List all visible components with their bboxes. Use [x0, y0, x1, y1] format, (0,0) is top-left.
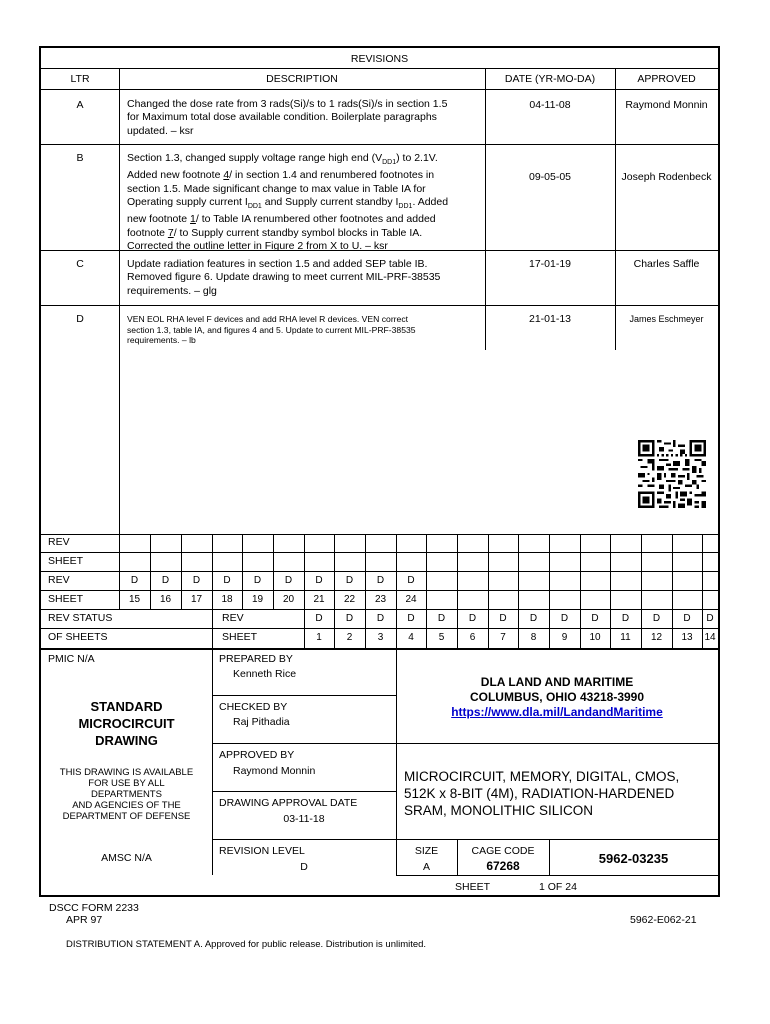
rev-date: 17-01-19: [528, 258, 572, 270]
divider: [212, 839, 718, 840]
status-rev: D: [683, 613, 691, 624]
divider: [41, 305, 718, 306]
grid-rev: D: [253, 575, 262, 586]
grid-sheet: 15: [128, 594, 141, 605]
size-label: SIZE: [414, 845, 439, 857]
revision-level: D: [300, 861, 308, 873]
approved-by: Raymond Monnin: [233, 765, 316, 777]
availability-line: DEPARTMENT OF DEFENSE: [62, 811, 191, 822]
status-sheet: 9: [561, 632, 568, 643]
grid-sheet: 23: [374, 594, 387, 605]
sheet-label: SHEET: [48, 593, 84, 605]
agency-link[interactable]: https://www.dla.mil/LandandMaritime: [451, 705, 663, 719]
status-rev: D: [376, 613, 385, 624]
microcircuit-label: MICROCIRCUIT: [78, 716, 175, 731]
cage-code-label: CAGE CODE: [471, 845, 535, 857]
status-sheet-label: SHEET: [222, 631, 258, 643]
divider: [41, 144, 718, 145]
drawing-title-line: MICROCIRCUIT, MEMORY, DIGITAL, CMOS,: [404, 769, 680, 784]
rev-ltr: D: [76, 313, 84, 325]
availability-line: FOR USE BY ALL: [88, 778, 165, 789]
grid-column-line: [488, 534, 489, 609]
amsc: AMSC N/A: [101, 852, 152, 864]
status-rev: D: [468, 613, 477, 624]
rev-approved: Joseph Rodenbeck: [621, 171, 712, 183]
grid-column-line: [610, 534, 611, 609]
approval-date-label: DRAWING APPROVAL DATE: [219, 797, 358, 809]
divider: [41, 89, 718, 90]
status-sheet: 3: [377, 632, 384, 643]
grid-rev: D: [161, 575, 170, 586]
divider: [41, 648, 718, 650]
sheet-value: 1 OF 24: [539, 881, 577, 893]
rev-description: Update radiation features in section 1.5 and added SEP table IB. Removed figure 6. Update drawing to meet current MIL-PRF-38535 requirements. – glg: [127, 258, 441, 297]
agency-address: COLUMBUS, OHIO 43218-3990: [469, 690, 645, 704]
agency-link-wrap: [396, 705, 718, 720]
grid-sheet: 18: [221, 594, 233, 605]
status-sheet: 11: [620, 632, 631, 643]
grid-rev: D: [130, 575, 139, 586]
revision-level-label: REVISION LEVEL: [219, 845, 305, 857]
status-sheet: 13: [681, 632, 693, 643]
divider: [41, 68, 718, 69]
document-code: 5962-E062-21: [630, 914, 697, 926]
divider: [396, 875, 718, 876]
column-line: [119, 68, 120, 534]
checked-by: Raj Pithadia: [233, 716, 290, 728]
status-sheet: 8: [530, 632, 537, 643]
agency-name: DLA LAND AND MARITIME: [480, 675, 634, 689]
status-rev: D: [345, 613, 354, 624]
grid-rev: D: [407, 575, 415, 586]
header-date: DATE (YR-MO-DA): [504, 73, 596, 85]
divider: [212, 695, 396, 696]
grid-column-line: [457, 534, 458, 609]
rev-label: REV: [48, 536, 70, 548]
grid-sheet: 17: [190, 594, 203, 605]
grid-column-line: [641, 534, 642, 609]
rev-status-label: REV STATUS: [48, 612, 113, 624]
grid-sheet: 21: [313, 594, 325, 605]
rev-description: Changed the dose rate from 3 rads(Si)/s to 1 rads(Si)/s in section 1.5 for Maximum total dose available condition. Boilerplate paragraphs updated. – ksr: [127, 98, 448, 137]
size-value: A: [422, 861, 430, 873]
rev-approved: James Eschmeyer: [629, 314, 704, 324]
status-rev-label: REV: [222, 612, 244, 624]
sheet-label: SHEET: [48, 555, 84, 567]
status-rev: D: [315, 613, 323, 624]
drawing-label: DRAWING: [95, 733, 158, 748]
rev-description: VEN EOL RHA level F devices and add RHA level R devices. VEN correct section 1.3, table IA, and figures 4 and 5. Update to current MIL-PRF-38535 requirements. – lb: [127, 314, 416, 345]
header-description: DESCRIPTION: [266, 73, 338, 85]
status-column-line: [212, 609, 213, 648]
rev-date: 04-11-08: [529, 99, 571, 111]
drawing-title-line: 512K x 8-BIT (4M), RADIATION-HARDENED: [404, 786, 675, 801]
divider: [41, 552, 718, 553]
availability-line: AND AGENCIES OF THE: [72, 800, 181, 811]
column-line: [212, 648, 213, 875]
status-sheet: 12: [650, 632, 663, 643]
grid-sheet: 20: [282, 594, 295, 605]
grid-rev: D: [315, 575, 323, 586]
status-sheet: 10: [589, 632, 601, 643]
grid-column-line: [702, 534, 703, 609]
status-rev: D: [560, 613, 569, 624]
grid-column-line: [426, 534, 427, 609]
status-rev: D: [437, 613, 446, 624]
divider: [212, 791, 396, 792]
cage-code: 67268: [486, 859, 520, 873]
rev-approved: Charles Saffle: [633, 258, 700, 270]
status-sheet: 5: [438, 632, 445, 643]
status-rev: D: [591, 613, 599, 624]
status-sheet: 6: [469, 632, 476, 643]
drawing-number: 5962-03235: [598, 851, 669, 866]
form-date: APR 97: [66, 914, 103, 926]
rev-ltr: A: [76, 99, 84, 111]
revisions-title: REVISIONS: [350, 53, 409, 65]
checked-by-label: CHECKED BY: [219, 701, 288, 713]
status-rev: D: [621, 613, 630, 624]
of-sheets-label: OF SHEETS: [48, 631, 108, 643]
form-number: DSCC FORM 2233: [49, 902, 139, 914]
rev-label: REV: [48, 574, 70, 586]
approved-by-label: APPROVED BY: [219, 749, 295, 761]
status-rev: D: [499, 613, 507, 624]
status-sheet: 2: [346, 632, 353, 643]
prepared-by: Kenneth Rice: [233, 668, 297, 680]
pmic: PMIC N/A: [48, 653, 95, 665]
standard-label: STANDARD: [90, 699, 163, 714]
status-rev: D: [407, 613, 415, 624]
drawing-title-line: SRAM, MONOLITHIC SILICON: [404, 803, 594, 818]
status-sheet: 7: [500, 632, 506, 643]
status-rev: D: [706, 613, 714, 624]
grid-sheet: 19: [251, 594, 264, 605]
divider: [41, 250, 718, 251]
approval-date: 03-11-18: [283, 813, 325, 825]
availability-line: THIS DRAWING IS AVAILABLE: [59, 767, 194, 778]
status-rev: D: [652, 613, 661, 624]
status-sheet: 1: [316, 632, 322, 643]
divider: [212, 743, 718, 744]
qr-code-icon: [638, 440, 706, 508]
grid-column-line: [549, 534, 550, 609]
grid-rev: D: [345, 575, 354, 586]
availability-line: DEPARTMENTS: [91, 789, 162, 800]
distribution-statement: DISTRIBUTION STATEMENT A. Approved for public release. Distribution is unlimited.: [66, 939, 427, 950]
grid-sheet: 24: [405, 594, 417, 605]
header-ltr: LTR: [70, 73, 90, 85]
divider: [41, 534, 718, 535]
grid-column-line: [518, 534, 519, 609]
grid-rev: D: [376, 575, 385, 586]
status-sheet: 14: [704, 632, 716, 643]
rev-ltr: B: [76, 152, 84, 164]
grid-sheet: 16: [159, 594, 172, 605]
grid-rev: D: [223, 575, 231, 586]
grid-rev: D: [192, 575, 201, 586]
rev-date: 09-05-05: [528, 171, 572, 183]
prepared-by-label: PREPARED BY: [219, 653, 293, 665]
status-sheet: 4: [408, 632, 414, 643]
header-approved: APPROVED: [637, 73, 696, 85]
sheet-label: SHEET: [455, 881, 491, 893]
rev-ltr: C: [76, 258, 84, 270]
grid-column-line: [580, 534, 581, 609]
rev-approved: Raymond Monnin: [625, 99, 708, 111]
grid-rev: D: [284, 575, 293, 586]
grid-sheet: 22: [343, 594, 356, 605]
rev-date: 21-01-13: [528, 313, 572, 325]
grid-column-line: [672, 534, 673, 609]
status-rev: D: [529, 613, 538, 624]
rev-description: Section 1.3, changed supply voltage range high end $(V_{DD1})$ to 2.1V. Added new footnote 4/ in section 1.4 and renumbered footnotes in section 1.5. Made significant change to max value in Table IA for Operating supply current $I_{DD1}$ and Supply current standby $I_{DD1}$. Added new footnote 1/ to Table IA renumbered other footnotes and added footnote 7/ to Supply current standby symbol blocks in Table IA. Corrected the outline letter in Figure 2 from X to U. – ksr: [127, 152, 449, 252]
